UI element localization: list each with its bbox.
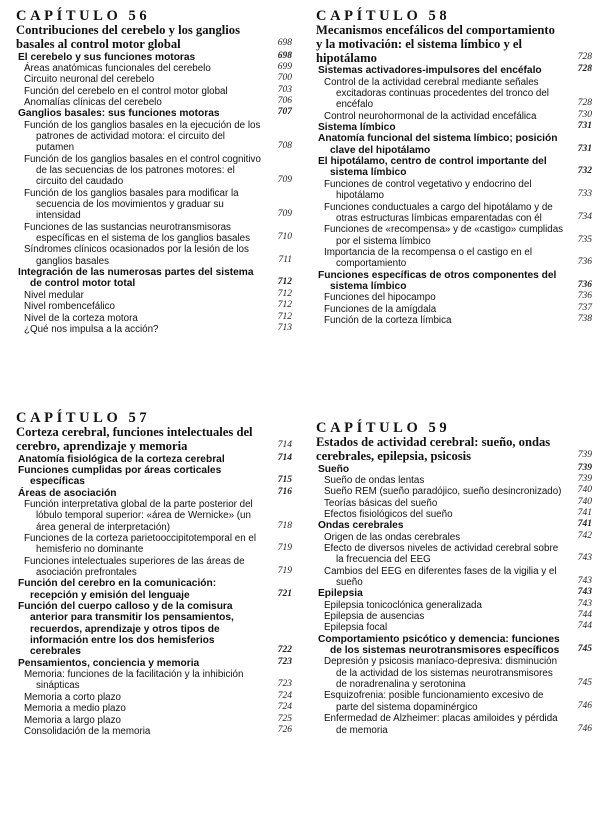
chapter-title-page: 698 (277, 37, 292, 48)
entry-page-number: 739 (577, 473, 592, 484)
entry-page-number: 746 (577, 700, 592, 711)
entry-title: Comportamiento psicótico y demencia: funciones de los sistemas neurotransmisores específicos (318, 633, 560, 657)
entry-title: Memoria: funciones de la facilitación y la inhibición sinápticas (24, 669, 244, 692)
entry-title: Pensamientos, conciencia y memoria (18, 657, 200, 669)
entry-page-number: 723 (277, 656, 292, 667)
entry-page-number: 715 (277, 475, 292, 486)
entry-title: Efectos fisiológicos del sueño (324, 508, 453, 520)
entry-title: Funciones de las sustancias neurotransmisoras específicas en el sistema de los ganglios basales (24, 221, 251, 245)
entry-page-number: 700 (277, 73, 292, 84)
chapter-56 (16, 8, 292, 335)
entry-title: Funciones intelectuales superiores de las áreas de asociación prefrontales (24, 555, 245, 579)
chapter-title-page: 728 (577, 51, 592, 62)
toc-section-entry (16, 108, 292, 119)
entry-title: Función interpretativa global de la parte posterior del lóbulo temporal superior: «área de Wernicke» (un área general de interpretación) (24, 498, 253, 533)
toc-subsection-entry (316, 690, 592, 713)
toc-subsection-entry (316, 566, 592, 589)
entry-page-number: 744 (577, 610, 592, 621)
chapter-title-page: 739 (577, 449, 592, 460)
entry-title: Circuito neuronal del cerebelo (24, 74, 155, 86)
toc-section-entry (316, 520, 592, 531)
chapter-59 (316, 420, 592, 736)
entry-page-number: 706 (277, 95, 292, 106)
entry-page-number: 731 (577, 121, 592, 132)
chapter-58 (316, 8, 592, 326)
entry-page-number: 731 (577, 143, 592, 154)
toc-subsection-entry (16, 154, 292, 188)
entry-title: Ondas cerebrales (318, 520, 404, 532)
toc-list (316, 65, 592, 326)
toc-section-entry (16, 488, 292, 499)
toc-subsection-entry (316, 77, 592, 111)
entry-title: Ganglios basales: sus funciones motoras (18, 108, 220, 120)
chapter-title-text: Corteza cerebral, funciones intelectuales del cerebro, aprendizaje y memoria (16, 425, 253, 453)
entry-title: Síndromes clínicos ocasionados por la lesión de los ganglios basales (24, 244, 249, 267)
entry-title: Funciones de la corteza parietooccipitotemporal en el hemisferio no dominante (24, 533, 256, 556)
toc-subsection-entry (316, 611, 592, 622)
entry-page-number: 712 (277, 288, 292, 299)
entry-page-number: 737 (577, 302, 592, 313)
toc-subsection-entry (16, 86, 292, 97)
chapter-title (316, 436, 592, 464)
toc-subsection-entry (16, 556, 292, 579)
chapter-title-text: Estados de actividad cerebral: sueño, ondas cerebrales, epilepsia, psicosis (316, 435, 551, 463)
entry-title: Epilepsia focal (324, 622, 388, 634)
toc-section-entry (16, 658, 292, 669)
entry-title: Función del cuerpo calloso y de la comisura anterior para transmitir los pensamientos, recuerdos, aprendizaje y otros tipos de información entre los dos hemisferios cerebrales (18, 601, 234, 658)
entry-page-number: 736 (577, 279, 592, 290)
entry-title: Áreas anatómicas funcionales del cerebelo (24, 62, 211, 74)
toc-section-entry (316, 634, 592, 657)
entry-title: Depresión y psicosis maníaco-depresiva: disminución de la actividad de los sistemas neurotransmisores de noradrenalina y serotonina (324, 656, 558, 691)
entry-title: Teorías básicas del sueño (324, 497, 438, 509)
entry-title: Funciones específicas de otros componentes del sistema límbico (318, 269, 557, 292)
entry-page-number: 724 (277, 702, 292, 713)
entry-title: Control neurohormonal de la actividad encefálica (324, 110, 537, 122)
entry-page-number: 736 (577, 291, 592, 302)
toc-subsection-entry (316, 247, 592, 270)
entry-title: ¿Qué nos impulsa a la acción? (24, 323, 159, 335)
toc-section-entry (316, 122, 592, 133)
chapter-title-text: Contribuciones del cerebelo y los ganglios basales al control motor global (16, 23, 241, 51)
entry-page-number: 709 (277, 175, 292, 186)
toc-subsection-entry (16, 499, 292, 533)
toc-section-entry (16, 267, 292, 290)
entry-page-number: 745 (577, 644, 592, 655)
toc-subsection-entry (316, 713, 592, 736)
entry-title: Epilepsia (318, 588, 363, 600)
entry-title: Función de los ganglios basales en la ejecución de los patrones de actividad motora: el circuito del putamen (24, 119, 261, 154)
chapter-title-page: 714 (277, 439, 292, 450)
entry-title: Anatomía funcional del sistema límbico; posición clave del hipotálamo (318, 133, 558, 156)
entry-title: Anatomía fisiológica de la corteza cerebral (18, 453, 225, 465)
entry-title: Función del cerebelo en el control motor global (24, 85, 228, 97)
entry-page-number: 725 (277, 713, 292, 724)
entry-title: El hipotálamo, centro de control importante del sistema límbico (318, 156, 547, 179)
toc-list (316, 464, 592, 736)
toc-section-entry (316, 65, 592, 76)
entry-page-number: 730 (577, 109, 592, 120)
entry-title: Cambios del EEG en diferentes fases de la vigilia y el sueño (324, 565, 557, 589)
entry-page-number: 726 (277, 724, 292, 735)
entry-title: Sistemas activadores-impulsores del encéfalo (318, 65, 542, 77)
toc-subsection-entry (16, 726, 292, 737)
entry-title: Origen de las ondas cerebrales (324, 531, 461, 543)
toc-subsection-entry (16, 533, 292, 556)
entry-title: Memoria a medio plazo (24, 703, 126, 715)
toc-section-entry (316, 156, 592, 179)
chapter-title (316, 24, 592, 65)
entry-page-number: 736 (577, 257, 592, 268)
toc-subsection-entry (16, 97, 292, 108)
entry-page-number: 708 (277, 141, 292, 152)
toc-subsection-entry (16, 222, 292, 245)
toc-subsection-entry (16, 669, 292, 692)
entry-page-number: 733 (577, 189, 592, 200)
chapter-number: CAPÍTULO 56 (16, 8, 151, 24)
entry-page-number: 716 (277, 486, 292, 497)
entry-title: Control de la actividad cerebral mediante señales excitadoras continuas procedentes del tronco del encéfalo (324, 76, 549, 111)
toc-subsection-entry (316, 509, 592, 520)
entry-page-number: 741 (577, 519, 592, 530)
entry-page-number: 740 (577, 496, 592, 507)
entry-page-number: 721 (277, 588, 292, 599)
toc-subsection-entry (16, 301, 292, 312)
entry-page-number: 714 (277, 452, 292, 463)
entry-title: Nivel de la corteza motora (24, 312, 138, 324)
toc-subsection-entry (16, 74, 292, 85)
entry-title: Efecto de diversos niveles de actividad cerebral sobre la frecuencia del EEG (324, 543, 559, 566)
entry-page-number: 718 (277, 520, 292, 531)
toc-subsection-entry (316, 622, 592, 633)
entry-page-number: 735 (577, 234, 592, 245)
toc-subsection-entry (316, 111, 592, 122)
entry-title: El cerebelo y sus funciones motoras (18, 51, 196, 63)
toc-section-entry (16, 465, 292, 488)
toc-section-entry (316, 133, 592, 156)
entry-page-number: 744 (577, 621, 592, 632)
entry-page-number: 739 (577, 462, 592, 473)
entry-title: Sueño (318, 463, 350, 475)
toc-subsection-entry (16, 313, 292, 324)
entry-page-number: 746 (577, 723, 592, 734)
toc-list (16, 52, 292, 336)
toc-subsection-entry (16, 290, 292, 301)
entry-page-number: 709 (277, 209, 292, 220)
toc-subsection-entry (316, 315, 592, 326)
entry-page-number: 719 (277, 543, 292, 554)
entry-title: Nivel rombencefálico (24, 301, 115, 313)
entry-page-number: 734 (577, 211, 592, 222)
toc-subsection-entry (16, 63, 292, 74)
entry-title: Epilepsia tonicoclónica generalizada (324, 599, 482, 611)
entry-page-number: 698 (277, 50, 292, 61)
toc-subsection-entry (316, 486, 592, 497)
entry-page-number: 703 (277, 84, 292, 95)
entry-page-number: 711 (278, 254, 292, 265)
entry-title: Funciones de la amígdala (324, 303, 437, 315)
entry-title: Sistema límbico (318, 122, 396, 134)
entry-title: Funciones cumplidas por áreas corticales específicas (18, 464, 222, 488)
toc-section-entry (16, 601, 292, 658)
entry-page-number: 712 (277, 277, 292, 288)
toc-subsection-entry (316, 202, 592, 225)
entry-page-number: 738 (577, 313, 592, 324)
entry-page-number: 719 (277, 566, 292, 577)
entry-title: Esquizofrenia: posible funcionamiento excesivo de parte del sistema dopaminérgico (324, 690, 544, 713)
chapter-number: CAPÍTULO 57 (16, 410, 151, 426)
toc-subsection-entry (316, 475, 592, 486)
toc-subsection-entry (16, 715, 292, 726)
entry-title: Función del cerebro en la comunicación: recepción y emisión del lenguaje (18, 578, 217, 601)
chapter-number: CAPÍTULO 59 (316, 420, 451, 436)
entry-page-number: 743 (577, 553, 592, 564)
entry-title: Epilepsia de ausencias (324, 611, 425, 623)
toc-section-entry (16, 52, 292, 63)
entry-title: Importancia de la recompensa o el castigo en el comportamiento (324, 246, 533, 270)
toc-list (16, 454, 292, 738)
entry-title: Función de los ganglios basales en el control cognitivo de las secuencias de los patrones motores: el circuito del caudado (24, 153, 261, 188)
toc-subsection-entry (316, 224, 592, 247)
entry-title: Sueño de ondas lentas (324, 474, 425, 486)
toc-subsection-entry (16, 703, 292, 714)
toc-subsection-entry (16, 188, 292, 222)
entry-title: Funciones de «recompensa» y de «castigo» cumplidas por el sistema límbico (324, 224, 564, 247)
entry-page-number: 699 (277, 61, 292, 72)
toc-subsection-entry (316, 656, 592, 690)
entry-title: Anomalías clínicas del cerebelo (24, 96, 162, 108)
toc-subsection-entry (316, 543, 592, 566)
entry-title: Función de la corteza límbica (324, 314, 452, 326)
toc-subsection-entry (16, 244, 292, 267)
entry-page-number: 712 (277, 311, 292, 322)
entry-page-number: 740 (577, 485, 592, 496)
chapter-57 (16, 410, 292, 737)
entry-title: Consolidación de la memoria (24, 725, 151, 737)
entry-page-number: 713 (277, 322, 292, 333)
toc-section-entry (316, 270, 592, 293)
entry-page-number: 743 (577, 587, 592, 598)
toc-section-entry (16, 578, 292, 601)
entry-page-number: 723 (277, 679, 292, 690)
entry-title: Memoria a largo plazo (24, 714, 121, 726)
entry-page-number: 743 (577, 576, 592, 587)
toc-subsection-entry (16, 324, 292, 335)
entry-page-number: 712 (277, 300, 292, 311)
entry-page-number: 710 (277, 232, 292, 243)
toc-subsection-entry (316, 532, 592, 543)
toc-subsection-entry (16, 692, 292, 703)
toc-section-entry (316, 464, 592, 475)
entry-page-number: 724 (277, 690, 292, 701)
toc-subsection-entry (316, 304, 592, 315)
toc-subsection-entry (316, 498, 592, 509)
entry-title: Funciones del hipocampo (324, 292, 436, 304)
toc-section-entry (316, 588, 592, 599)
entry-title: Sueño REM (sueño paradójico, sueño desincronizado) (324, 486, 562, 498)
entry-title: Funciones de control vegetativo y endocrino del hipotálamo (324, 178, 532, 202)
entry-title: Enfermedad de Alzheimer: placas amiloides y pérdida de memoria (324, 713, 558, 736)
entry-title: Nivel medular (24, 289, 84, 301)
entry-page-number: 743 (577, 598, 592, 609)
entry-page-number: 741 (577, 507, 592, 518)
toc-section-entry (16, 454, 292, 465)
chapter-title (16, 24, 292, 52)
toc-subsection-entry (316, 600, 592, 611)
chapter-title-text: Mecanismos encefálicos del comportamiento y la motivación: el sistema límbico y el hipotálamo (316, 23, 555, 65)
entry-page-number: 732 (577, 166, 592, 177)
entry-page-number: 722 (277, 645, 292, 656)
entry-page-number: 742 (577, 530, 592, 541)
entry-page-number: 707 (277, 107, 292, 118)
entry-title: Función de los ganglios basales para modificar la secuencia de los movimientos y graduar su intensidad (24, 187, 239, 222)
entry-page-number: 728 (577, 64, 592, 75)
toc-subsection-entry (16, 120, 292, 154)
entry-title: Funciones conductuales a cargo del hipotálamo y de otras estructuras límbicas emparentadas con él (324, 201, 553, 224)
toc-subsection-entry (316, 292, 592, 303)
entry-page-number: 728 (577, 98, 592, 109)
chapter-title (16, 426, 292, 454)
toc-subsection-entry (316, 179, 592, 202)
entry-title: Memoria a corto plazo (24, 691, 121, 703)
entry-title: Áreas de asociación (18, 487, 117, 499)
entry-page-number: 745 (577, 678, 592, 689)
chapter-number: CAPÍTULO 58 (316, 8, 451, 24)
entry-title: Integración de las numerosas partes del sistema de control motor total (18, 267, 254, 290)
